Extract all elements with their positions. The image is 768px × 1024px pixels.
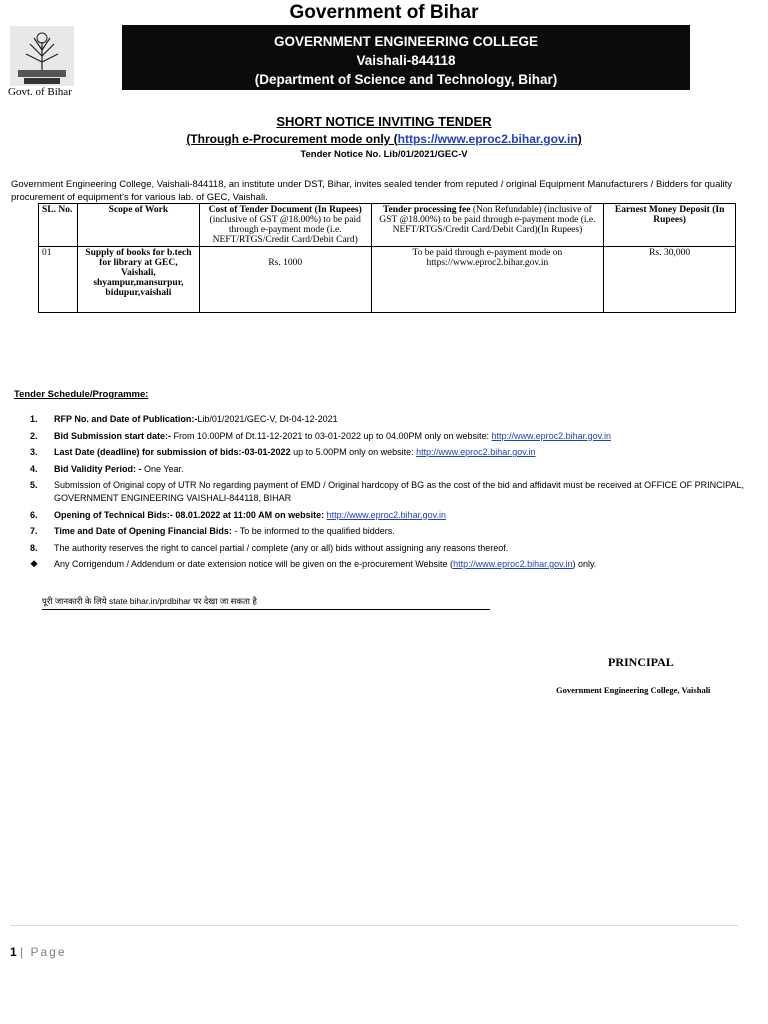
eproc-link[interactable]: http://www.eproc2.bihar.gov.in xyxy=(491,430,611,441)
list-item: ❖ Any Corrigendum / Addendum or date extension notice will be given on the e-procurement Website (http://www.eproc2.bihar.gov.in) only. xyxy=(30,559,597,569)
list-item: 8. The authority reserves the right to cancel partial / complete (any or all) bids without assigning any reasons thereof. xyxy=(30,542,509,553)
cell-emd: Rs. 30,000 xyxy=(604,247,736,313)
schedule-title: Tender Schedule/Programme: xyxy=(14,389,149,400)
header-emd: Earnest Money Deposit (In Rupees) xyxy=(604,204,736,247)
page-footer xyxy=(10,945,67,959)
hindi-note: पूरी जानकारी के लिये state bihar.in/prdbihar पर देखा जा सकता है xyxy=(42,596,490,610)
college-location: Vaishali-844118 xyxy=(356,53,456,68)
tender-notice-number: Tender Notice No. Lib/01/2021/GEC-V xyxy=(300,149,468,160)
college-header-box xyxy=(122,25,690,90)
list-item: 6. Opening of Technical Bids:- 08.01.2022 at 11:00 AM on website: http://www.eproc2.bihar.gov.in xyxy=(30,509,446,520)
mode-suffix: ) xyxy=(577,132,582,146)
government-title: Government of Bihar xyxy=(289,2,479,23)
mode-prefix: (Through e-Procurement mode only ( xyxy=(186,132,398,146)
notice-title: SHORT NOTICE INVITING TENDER xyxy=(276,114,492,129)
eproc-link[interactable]: http://www.eproc2.bihar.gov.in xyxy=(326,509,446,520)
schedule-list xyxy=(30,413,750,575)
header-fee: Tender processing fee (Non Refundable) (inclusive of GST @18.00%) to be paid through e-payment mode (i.e. NEFT/RTGS/Credit Card/Debit Card)(In Rupees) xyxy=(371,204,604,247)
list-item: 3. Last Date (deadline) for submission of bids:-03-01-2022 up to 5.00PM only on website: http://www.eproc2.bihar.gov.in xyxy=(30,447,536,457)
cell-fee: To be paid through e-payment mode on https://www.eproc2.bihar.gov.in xyxy=(371,247,604,313)
emblem-caption: Govt. of Bihar xyxy=(8,86,72,98)
page-number: 1 xyxy=(10,945,17,959)
list-item: 4. Bid Validity Period: - One Year. xyxy=(30,463,184,474)
eproc-link[interactable]: https://www.eproc2.bihar.gov.in xyxy=(397,132,578,146)
eproc-link[interactable]: http://www.eproc2.bihar.gov.in xyxy=(416,447,536,457)
cell-cost: Rs. 1000 xyxy=(199,247,371,313)
cell-scope: Supply of books for b.tech for library at GEC, Vaishali, shyampur,mansurpur, bidupur,vaishali xyxy=(77,247,199,313)
header-cost: Cost of Tender Document (In Rupees) (inclusive of GST @18.00%) to be paid through e-payment mode (i.e. NEFT/RTGS/Credit Card/Debit Card) xyxy=(199,204,371,247)
procurement-mode-line xyxy=(0,132,768,146)
signature-title: PRINCIPAL xyxy=(608,655,674,669)
header-sl-no: SL. No. xyxy=(39,204,78,247)
intro-paragraph: Government Engineering College, Vaishali-844118, an institute under DST, Bihar, invites sealed tender from reputed / original Equipment Manufacturers / Bidders for quality procurement of equipment’s for various lab. of GEC, Vaishali. xyxy=(11,179,732,203)
header-scope: Scope of Work xyxy=(77,204,199,247)
bihar-emblem-logo xyxy=(10,26,74,86)
diamond-bullet-icon: ❖ xyxy=(30,559,39,569)
college-department: (Department of Science and Technology, Bihar) xyxy=(254,72,558,87)
list-item: 7. Time and Date of Opening Financial Bids: - To be informed to the qualified bidders. xyxy=(30,526,395,536)
list-item: 2. Bid Submission start date:- From 10.00PM of Dt.11-12-2021 to 03-01-2022 up to 04.00PM only on website: http://www.eproc2.bihar.gov.in xyxy=(30,430,611,441)
tender-table xyxy=(38,203,736,313)
footer-divider xyxy=(10,925,738,926)
table-header-row xyxy=(39,204,736,247)
list-item: 1. RFP No. and Date of Publication:-Lib/01/2021/GEC-V, Dt-04-12-2021 xyxy=(30,414,338,424)
list-item: 5. Submission of Original copy of UTR No regarding payment of EMD / Original hardcopy of BG as the cost of the bid and affidavit must be received at OFFICE OF PRINCIPAL, GOVERNMENT ENGINEERING VAISHALI-844118, BIHAR xyxy=(30,480,744,503)
table-row xyxy=(39,247,736,313)
cell-sl: 01 xyxy=(39,247,78,313)
college-name: GOVERNMENT ENGINEERING COLLEGE xyxy=(273,34,539,49)
eproc-link[interactable]: http://www.eproc2.bihar.gov.in xyxy=(453,559,573,569)
signature-organization: Government Engineering College, Vaishali xyxy=(556,685,711,695)
page-label: | Page xyxy=(20,945,67,959)
